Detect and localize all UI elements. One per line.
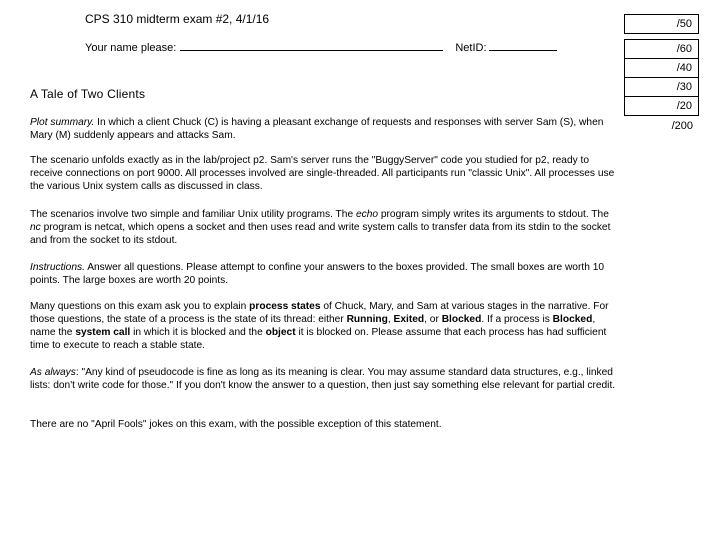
plot-summary-lead: Plot summary.	[30, 117, 95, 128]
score-box: /40	[624, 58, 699, 78]
text: The scenarios involve two simple and familiar Unix utility programs. The	[30, 209, 356, 220]
term-process-states: process states	[249, 301, 321, 312]
text: ,	[387, 314, 394, 325]
instructions-lead: Instructions.	[30, 262, 85, 273]
score-box: /30	[624, 77, 699, 97]
plot-summary-text: In which a client Chuck (C) is having a pleasant exchange of requests and responses with server Sam (S), when Mary (M) suddenly appears and attacks Sam.	[30, 117, 604, 141]
term-object: object	[265, 327, 296, 338]
text: . If a process is	[481, 314, 553, 325]
score-box: /60	[624, 39, 699, 59]
scenario-paragraph: The scenario unfolds exactly as in the lab/project p2. Sam's server runs the "BuggyServer" code you studied for p2, ready to receive connections on port 9000. All processes involved are single-threaded. All participants run "classic Unix". All processes use the various Unix system calls as discussed in class.	[30, 155, 615, 192]
instructions-paragraph	[30, 261, 620, 287]
text: program simply writes its arguments to stdout. The	[378, 209, 609, 220]
as-always-lead: As always	[30, 367, 76, 378]
process-states-paragraph	[30, 300, 620, 352]
text: Many questions on this exam ask you to explain	[30, 301, 250, 312]
programs-paragraph	[30, 208, 620, 247]
score-box: /20	[624, 96, 699, 116]
text: it is blocked on. Please assume that each process has had sufficient time to execute to reach a stable state.	[30, 327, 607, 351]
plot-summary	[30, 116, 620, 142]
name-label: Your name please:	[85, 42, 177, 54]
score-box: /50	[624, 14, 699, 34]
text: , name the	[30, 314, 596, 338]
text: , or	[424, 314, 442, 325]
instructions-text: Answer all questions. Please attempt to confine your answers to the boxes provided. The small boxes are worth 10 points. The large boxes are worth 20 points.	[30, 262, 605, 286]
section-title: A Tale of Two Clients	[30, 87, 146, 101]
term-running: Running	[346, 314, 388, 325]
text: in which it is blocked and the	[130, 327, 266, 338]
name-line	[85, 40, 557, 54]
nc-term: nc	[30, 222, 41, 233]
text: of Chuck, Mary, and Sam at various stages in the narrative. For those questions, the state of a process is the state of its thread: either	[30, 301, 609, 325]
pseudocode-text: : "Any kind of pseudocode is fine as long as its meaning is clear. You may assume standard data structures, e.g., linked lists: don't write code for those." If you don't know the answer to a question, then just say something else relevant for partial credit.	[30, 367, 616, 391]
score-total: /200	[671, 120, 693, 132]
term-exited: Exited	[393, 314, 425, 325]
term-blocked: Blocked	[552, 314, 593, 325]
netid-blank[interactable]	[489, 40, 557, 51]
exam-title: CPS 310 midterm exam #2, 4/1/16	[85, 12, 270, 26]
score-column	[624, 14, 699, 137]
netid-label: NetID:	[455, 42, 487, 54]
text: program is netcat, which opens a socket and then uses read and write system calls to transfer data from its stdin to the socket and from the socket to its stdout.	[30, 222, 611, 246]
term-system-call: system call	[75, 327, 131, 338]
pseudocode-paragraph	[30, 366, 620, 392]
name-blank[interactable]	[180, 40, 443, 51]
april-fools-paragraph: There are no "April Fools" jokes on this exam, with the possible exception of this statement.	[30, 419, 442, 430]
echo-term: echo	[355, 209, 379, 220]
term-blocked: Blocked	[441, 314, 482, 325]
